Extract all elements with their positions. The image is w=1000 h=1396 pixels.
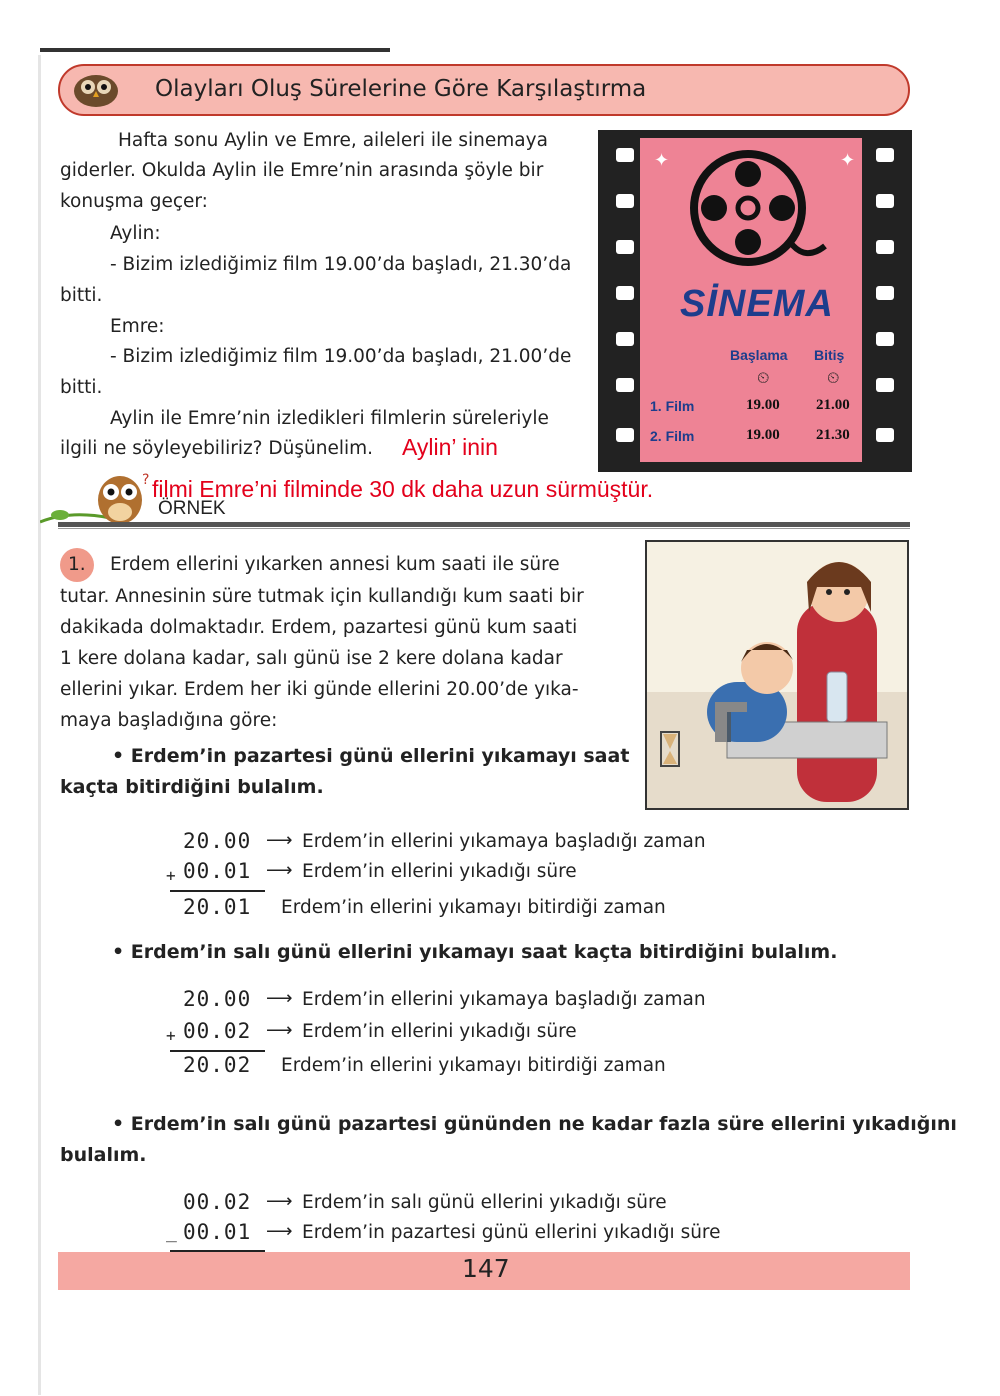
page-title: Olayları Oluş Sürelerine Göre Karşılaştırma	[155, 76, 647, 102]
example-text: tutar. Annesinin süre tutmak için kullandığı kum saati bir	[60, 586, 584, 607]
answer-text: Aylin’ inin	[402, 434, 498, 460]
calc-arrow: ⟶	[266, 1191, 293, 1212]
divider	[58, 528, 910, 529]
calc-arrow: ⟶	[266, 1020, 293, 1041]
divider	[58, 522, 910, 527]
bullet-question: • Erdem’in pazartesi günü ellerini yıkamayı saat	[112, 745, 630, 767]
speaker-label: Emre:	[110, 316, 165, 337]
dialogue-line: - Bizim izlediğimiz film 19.00’da başladı, 21.00’de	[110, 346, 572, 367]
film-label: 1. Film	[650, 398, 695, 414]
minus-sign: _	[166, 1222, 178, 1243]
calc-value: 00.02	[183, 1190, 252, 1214]
owl-mascot-icon	[40, 470, 155, 528]
film-end: 21.00	[816, 397, 850, 413]
end-col-header: Bitiş	[814, 347, 845, 363]
calc-description: Erdem’in ellerini yıkamayı bitirdiği zaman	[281, 897, 666, 918]
clock-icon: ⏲	[827, 368, 840, 387]
calc-arrow: ⟶	[266, 1221, 293, 1242]
calc-start-time: 20.00	[183, 987, 252, 1011]
calc-description: Erdem’in ellerini yıkamaya başladığı zaman	[302, 831, 706, 852]
example-text: Erdem ellerini yıkarken annesi kum saati ile süre	[110, 554, 560, 575]
boy-washing-hands-image	[647, 542, 907, 808]
calc-description: Erdem’in ellerini yıkamayı bitirdiği zaman	[281, 1055, 666, 1076]
calc-arrow: ⟶	[266, 860, 293, 881]
intro-line: giderler. Okulda Aylin ile Emre’nin arasında şöyle bir	[60, 160, 544, 181]
bullet-question: • Erdem’in salı günü pazartesi gününden ne kadar fazla süre ellerini yıkadığını	[112, 1113, 957, 1135]
svg-text:?: ?	[142, 472, 150, 488]
left-margin-rule	[38, 55, 41, 1395]
calc-arrow: ⟶	[266, 830, 293, 851]
calc-description: Erdem’in salı günü ellerini yıkadığı süre	[302, 1192, 667, 1213]
sparkle-icon: ✦	[654, 150, 670, 171]
start-col-header: Başlama	[730, 347, 788, 363]
bullet-question: • Erdem’in salı günü ellerini yıkamayı saat kaçta bitirdiğini bulalım.	[112, 941, 838, 963]
top-rule	[40, 48, 390, 52]
example-number: 1.	[68, 554, 86, 575]
dialogue-line: - Bizim izlediğimiz film 19.00’da başladı, 21.30’da	[110, 254, 572, 275]
example-text: 1 kere dolana kadar, salı günü ise 2 kere dolana kadar	[60, 648, 563, 669]
film-start: 19.00	[746, 397, 780, 413]
calc-arrow: ⟶	[266, 988, 293, 1009]
calc-duration: 00.01	[183, 859, 252, 883]
calc-description: Erdem’in pazartesi günü ellerini yıkadığı süre	[302, 1222, 721, 1243]
calc-duration: 00.02	[183, 1019, 252, 1043]
plus-sign: +	[166, 1026, 177, 1045]
bullet-question: bulalım.	[60, 1144, 147, 1166]
film-label: 2. Film	[650, 428, 695, 444]
sum-line	[170, 890, 265, 892]
calc-result: 20.01	[183, 895, 252, 919]
clock-icon: ⏲	[757, 368, 770, 387]
example-text: ellerini yıkar. Erdem her iki günde ellerini 20.00’de yıka-	[60, 679, 579, 700]
example-label: ÖRNEK	[158, 498, 226, 519]
film-start: 19.00	[746, 427, 780, 443]
example-text: dakikada dolmaktadır. Erdem, pazartesi günü kum saati	[60, 617, 578, 638]
cinema-title: SİNEMA	[680, 283, 834, 325]
calc-result: 20.02	[183, 1053, 252, 1077]
film-end: 21.30	[816, 427, 850, 443]
question-line: Aylin ile Emre’nin izledikleri filmlerin süreleriyle	[110, 408, 549, 429]
calc-description: Erdem’in ellerini yıkadığı süre	[302, 861, 577, 882]
answer-text: filmi Emre’ni filminde 30 dk daha uzun sürmüştür.	[152, 476, 654, 502]
calc-value: 00.01	[183, 1220, 252, 1244]
handwashing-illustration	[645, 540, 909, 810]
intro-line: Hafta sonu Aylin ve Emre, aileleri ile sinemaya	[118, 130, 548, 151]
film-reel-icon	[690, 150, 830, 270]
question-line: ilgili ne söyleyebiliriz? Düşünelim.	[60, 438, 374, 459]
example-text: maya başladığına göre:	[60, 710, 278, 731]
intro-line: konuşma geçer:	[60, 191, 208, 212]
dialogue-line: bitti.	[60, 377, 103, 398]
page-number: 147	[462, 1254, 510, 1283]
calc-description: Erdem’in ellerini yıkamaya başladığı zaman	[302, 989, 706, 1010]
calc-start-time: 20.00	[183, 829, 252, 853]
owl-icon	[66, 67, 126, 111]
sum-line	[170, 1050, 265, 1052]
plus-sign: +	[166, 866, 177, 885]
calc-description: Erdem’in ellerini yıkadığı süre	[302, 1021, 577, 1042]
sparkle-icon: ✦	[840, 150, 856, 171]
dialogue-line: bitti.	[60, 285, 103, 306]
speaker-label: Aylin:	[110, 223, 161, 244]
bullet-question: kaçta bitirdiğini bulalım.	[60, 776, 324, 798]
